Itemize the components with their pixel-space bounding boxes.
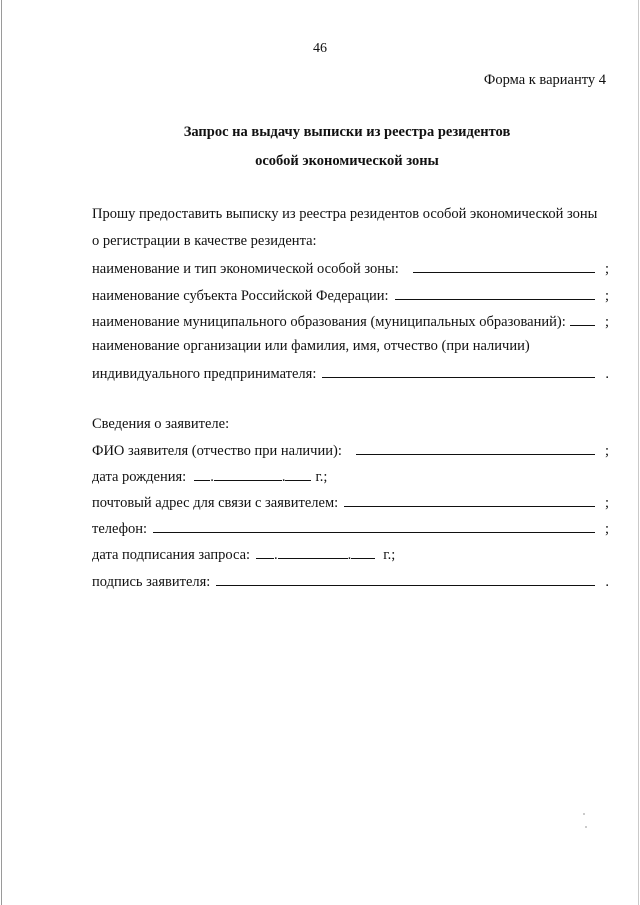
form-reference: Форма к варианту 4: [483, 72, 606, 88]
municipal-label: наименование муниципального образования (муниципальных образований):: [92, 314, 566, 330]
birth-year-input-line[interactable]: [285, 467, 311, 481]
applicant-name-semicolon: ;: [604, 443, 609, 459]
document-title-line2: особой экономической зоны: [255, 153, 439, 169]
municipal-input-line[interactable]: [570, 312, 595, 326]
zone-field-row: [92, 259, 609, 278]
subject-input-line[interactable]: [395, 286, 595, 300]
org-period: .: [605, 366, 609, 382]
sign-date-label: дата подписания запроса:: [92, 547, 251, 563]
signature-period: .: [605, 574, 609, 590]
zone-semicolon: ;: [604, 261, 609, 277]
sign-date-row: [92, 545, 395, 564]
sign-year-input-line[interactable]: [351, 545, 375, 559]
org-field-row: [92, 364, 609, 383]
org-input-line[interactable]: [322, 364, 595, 378]
postal-address-input-line[interactable]: [344, 493, 595, 507]
sign-date-dot-1: .: [274, 547, 278, 563]
signature-row: [92, 572, 609, 591]
birth-date-label: дата рождения:: [92, 469, 187, 485]
birth-year-suffix: г.;: [315, 469, 328, 485]
subject-semicolon: ;: [604, 288, 609, 304]
postal-address-label: почтовый адрес для связи с заявителем:: [92, 495, 339, 511]
birth-month-input-line[interactable]: [214, 467, 282, 481]
zone-input-line[interactable]: [413, 259, 595, 273]
phone-input-line[interactable]: [153, 519, 595, 533]
page-number: 46: [313, 41, 327, 56]
birth-date-dot-1: .: [210, 469, 214, 485]
birth-date-row: [92, 467, 327, 486]
subject-field-row: [92, 286, 609, 305]
applicant-name-label: ФИО заявителя (отчество при наличии):: [92, 443, 342, 459]
applicant-name-input-line[interactable]: [356, 441, 595, 455]
phone-label: телефон:: [92, 521, 148, 537]
org-label-line1: наименование организации или фамилия, имя, отчество (при наличии): [92, 338, 530, 354]
subject-label: наименование субъекта Российской Федерации:: [92, 288, 389, 304]
signature-input-line[interactable]: [216, 572, 595, 586]
birth-date-dot-2: .: [281, 469, 286, 485]
sign-year-suffix: г.;: [383, 547, 396, 563]
birth-day-input-line[interactable]: [194, 467, 210, 481]
applicant-heading: Сведения о заявителе:: [92, 416, 230, 432]
municipal-semicolon: ;: [604, 314, 609, 330]
signature-label: подпись заявителя:: [92, 574, 211, 590]
document-title-line1: Запрос на выдачу выписки из реестра резидентов: [183, 124, 511, 140]
applicant-name-row: [92, 441, 609, 460]
request-intro-line1: Прошу предоставить выписку из реестра резидентов особой экономической зоны: [92, 206, 598, 222]
sign-date-dot-2: .: [347, 547, 352, 563]
municipal-field-row: [92, 312, 609, 331]
sign-month-input-line[interactable]: [278, 545, 348, 559]
sign-day-input-line[interactable]: [256, 545, 274, 559]
phone-row: [92, 519, 609, 538]
org-label-line2: индивидуального предпринимателя:: [92, 366, 317, 382]
scan-speck: [585, 826, 587, 828]
scan-speck: [583, 813, 585, 815]
postal-address-row: [92, 493, 609, 512]
request-intro-line2: о регистрации в качестве резидента:: [92, 233, 317, 249]
postal-address-semicolon: ;: [604, 495, 609, 511]
phone-semicolon: ;: [604, 521, 609, 537]
zone-label: наименование и тип экономической особой зоны:: [92, 261, 399, 277]
